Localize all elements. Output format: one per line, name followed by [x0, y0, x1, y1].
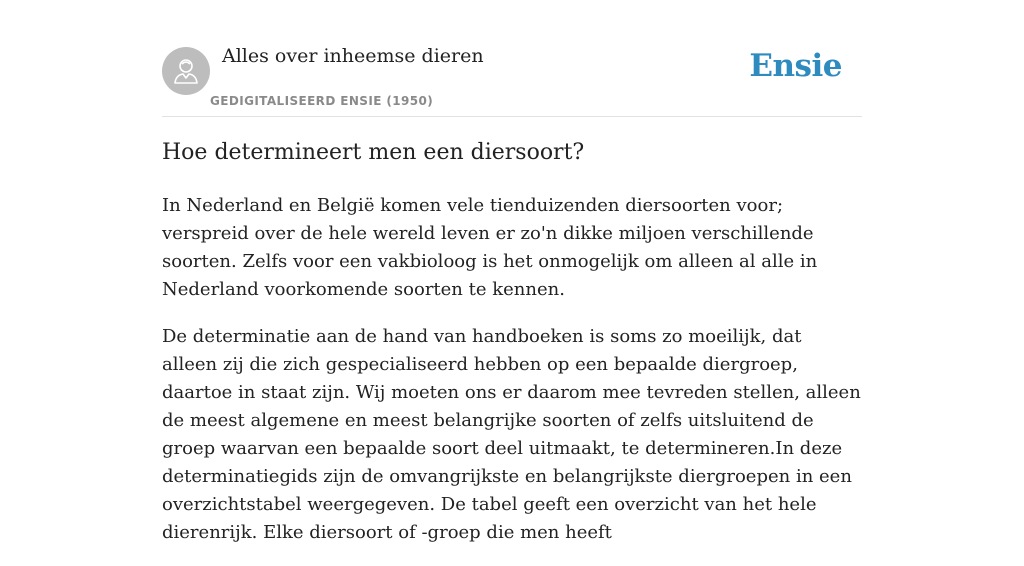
article-paragraph: In Nederland en België komen vele tienduizenden diersoorten voor; verspreid over de hele wereld leven er zo'n dikke miljoen verschillende soorten. Zelfs voor een vakbioloog is het onmogelijk om alleen al alle in Nederland voorkomende soorten te kennen.: [162, 195, 818, 300]
ensie-logo[interactable]: Ensie: [749, 48, 842, 84]
article-paragraph: De determinatie aan de hand van handboeken is soms zo moeilijk, dat alleen zij die zich gespecialiseerd hebben op een bepaalde diergroep, daartoe in staat zijn. Wij moeten ons er daarom mee tevreden stellen, alleen de meest algemene en meest belangrijke soorten of zelfs uitsluitend de groep waarvan een bepaalde soort deel uitmaakt, te determineren.In deze determinatiegids zijn de omvangrijkste en belangrijkste diergroepen in een overzichtstabel weergegeven. De tabel geeft een overzicht van het hele dierenrijk. Elke diersoort of -groep die men heeft: [162, 326, 861, 543]
header-title[interactable]: Alles over inheemse dieren: [222, 45, 484, 67]
header: [162, 0, 862, 117]
article-body: [162, 192, 862, 566]
header-subtitle: GEDIGITALISEERD ENSIE (1950): [210, 94, 434, 108]
avatar[interactable]: [162, 47, 210, 95]
article-title: Hoe determineert men een diersoort?: [162, 140, 585, 165]
page: [162, 0, 862, 543]
user-icon: [171, 56, 201, 86]
